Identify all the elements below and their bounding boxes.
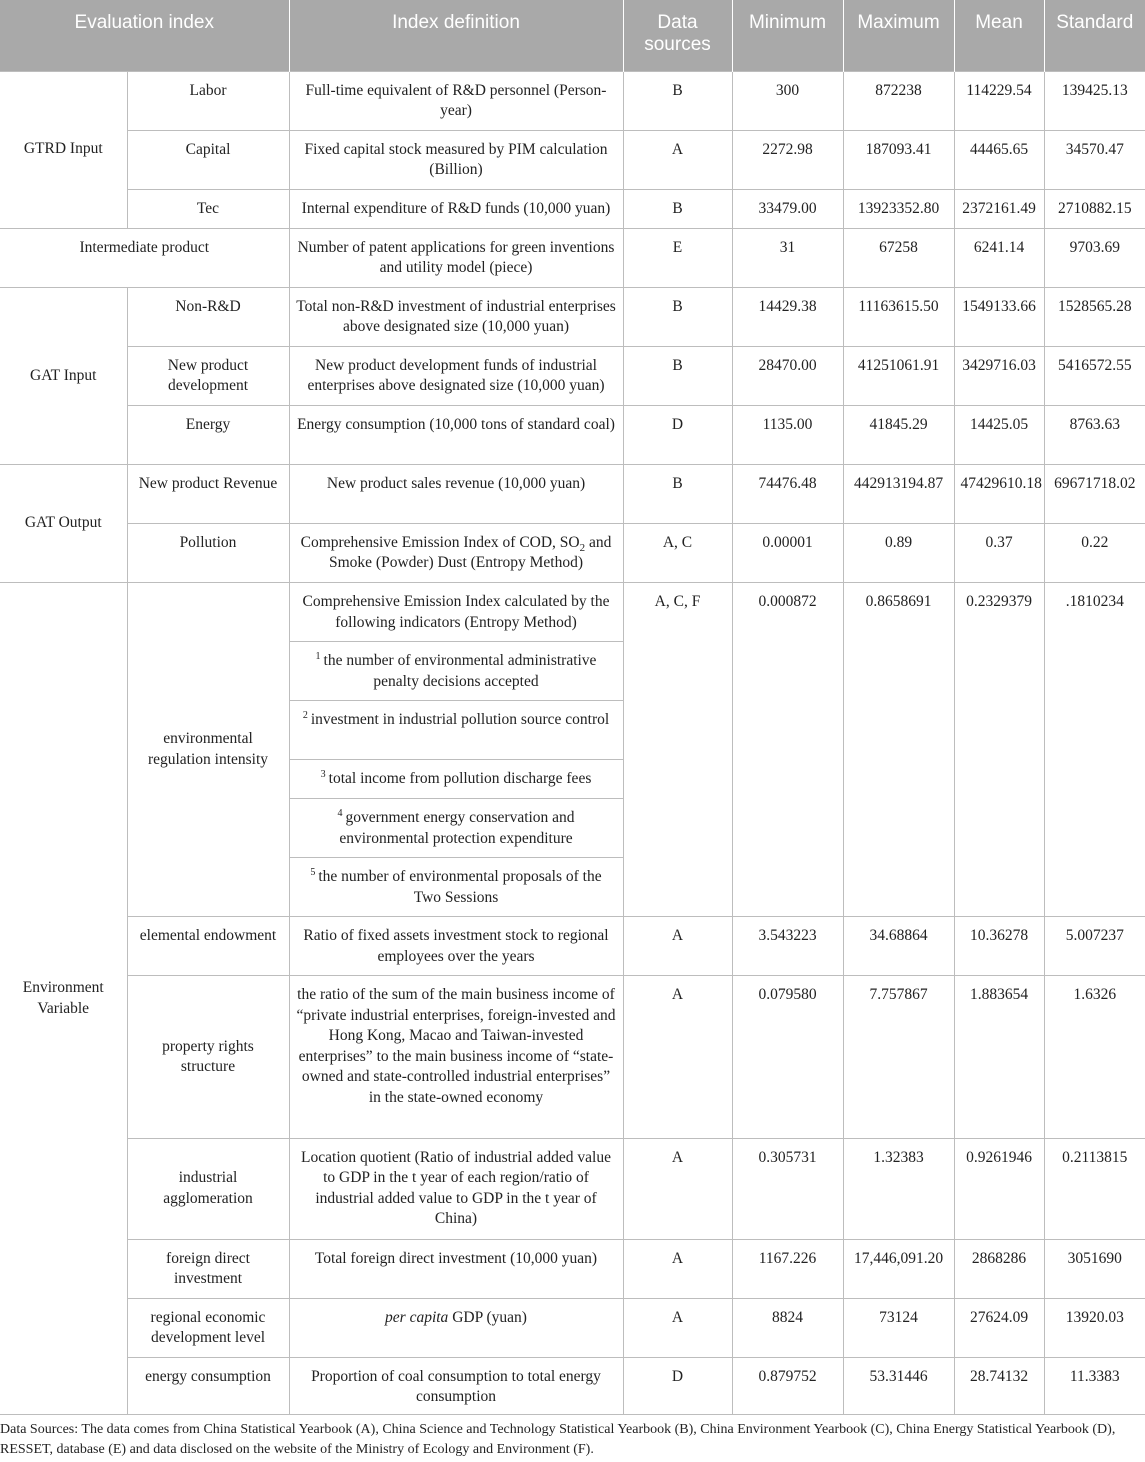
header-row <box>0 0 1145 71</box>
index-name: energy consumption <box>127 1357 289 1414</box>
standard-value: 1528565.28 <box>1044 287 1145 346</box>
index-definition: Total foreign direct investment (10,000 yuan) <box>289 1239 623 1298</box>
mean-value: 6241.14 <box>954 228 1044 287</box>
data-source: E <box>623 228 732 287</box>
minimum-value: 14429.38 <box>732 287 843 346</box>
header-index-definition: Index definition <box>289 0 623 71</box>
index-name: property rights structure <box>127 976 289 1138</box>
table-row <box>0 464 1145 523</box>
minimum-value: 0.00001 <box>732 523 843 582</box>
minimum-value: 0.879752 <box>732 1357 843 1414</box>
standard-value: 34570.47 <box>1044 130 1145 189</box>
indicator-text: government energy conservation and environmental protection expenditure <box>339 809 575 847</box>
index-name: regional economic development level <box>127 1298 289 1357</box>
table-row <box>0 976 1145 1138</box>
maximum-value: 67258 <box>843 228 954 287</box>
minimum-value: 28470.00 <box>732 346 843 405</box>
footnote-number: 1 <box>315 650 321 662</box>
indicator-item <box>289 701 623 760</box>
minimum-value: 8824 <box>732 1298 843 1357</box>
index-name: environmental regulation intensity <box>127 583 289 917</box>
index-definition <box>289 1298 623 1357</box>
group-gat-input: GAT Input <box>0 287 127 464</box>
standard-value: 0.2113815 <box>1044 1138 1145 1239</box>
group-gtrd-input: GTRD Input <box>0 71 127 228</box>
footnote-number: 3 <box>320 769 326 781</box>
data-source: A <box>623 917 732 976</box>
standard-value: 69671718.02 <box>1044 464 1145 523</box>
standard-value: 11.3383 <box>1044 1357 1145 1414</box>
table-row <box>0 71 1145 130</box>
mean-value: 3429716.03 <box>954 346 1044 405</box>
header-standard: Standard <box>1044 0 1145 71</box>
definition-text: Comprehensive Emission Index of COD, SO <box>300 533 580 551</box>
header-maximum: Maximum <box>843 0 954 71</box>
mean-value: 1.883654 <box>954 976 1044 1138</box>
maximum-value: 13923352.80 <box>843 189 954 228</box>
maximum-value: 11163615.50 <box>843 287 954 346</box>
definition-italic: per capita <box>385 1308 449 1326</box>
mean-value: 2868286 <box>954 1239 1044 1298</box>
standard-value: 2710882.15 <box>1044 189 1145 228</box>
maximum-value: 872238 <box>843 71 954 130</box>
index-definition: Comprehensive Emission Index calculated by the following indicators (Entropy Method) <box>289 583 623 642</box>
index-name: foreign direct investment <box>127 1239 289 1298</box>
table-row <box>0 1298 1145 1357</box>
table-footnote: Data Sources: The data comes from China Statistical Yearbook (A), China Science and Technology Statistical Yearbook (B), China Environment Yearbook (C), China Energy Statistical Yearbook (D), RESSET, database (E) and data disclosed on the website of the Ministry of Ecology and Environment (F). <box>0 1422 1116 1457</box>
data-source: B <box>623 287 732 346</box>
index-name: Capital <box>127 130 289 189</box>
maximum-value: 442913194.87 <box>843 464 954 523</box>
data-source: B <box>623 71 732 130</box>
maximum-value: 0.8658691 <box>843 583 954 917</box>
index-definition: the ratio of the sum of the main business income of “private industrial enterprises, foreign-invested and Hong Kong, Macao and Taiwan-invested enterprises” to the main business income of “state-owned and state-controlled industrial enterprises” in the state-owned economy <box>289 976 623 1138</box>
data-source: B <box>623 346 732 405</box>
table-row <box>0 1239 1145 1298</box>
footnote-number: 2 <box>302 710 308 721</box>
mean-value: 27624.09 <box>954 1298 1044 1357</box>
header-evaluation-index: Evaluation index <box>0 0 289 71</box>
header-minimum: Minimum <box>732 0 843 71</box>
index-definition: Proportion of coal consumption to total energy consumption <box>289 1357 623 1414</box>
mean-value: 44465.65 <box>954 130 1044 189</box>
mean-value: 114229.54 <box>954 71 1044 130</box>
definition-text: and Smoke (Powder) Dust (Entropy Method) <box>329 533 612 572</box>
index-definition: Ratio of fixed assets investment stock to regional employees over the years <box>289 917 623 976</box>
data-source: A, C, F <box>623 583 732 917</box>
maximum-value: 73124 <box>843 1298 954 1357</box>
index-name: Pollution <box>127 523 289 582</box>
mean-value: 0.9261946 <box>954 1138 1044 1239</box>
table-row <box>0 405 1145 464</box>
data-source: A, C <box>623 523 732 582</box>
index-definition: Fixed capital stock measured by PIM calculation (Billion) <box>289 130 623 189</box>
data-source: A <box>623 1298 732 1357</box>
index-definition: Full-time equivalent of R&D personnel (Person-year) <box>289 71 623 130</box>
maximum-value: 17,446,091.20 <box>843 1239 954 1298</box>
table-row <box>0 583 1145 642</box>
indicator-item <box>289 858 623 917</box>
maximum-value: 41251061.91 <box>843 346 954 405</box>
index-name: Non-R&D <box>127 287 289 346</box>
standard-value: 0.22 <box>1044 523 1145 582</box>
minimum-value: 2272.98 <box>732 130 843 189</box>
table-row <box>0 523 1145 582</box>
header-mean: Mean <box>954 0 1044 71</box>
table-row <box>0 228 1145 287</box>
table-row <box>0 917 1145 976</box>
header-data-sources: Data sources <box>623 0 732 71</box>
indicator-item <box>289 799 623 858</box>
index-name: Labor <box>127 71 289 130</box>
index-definition <box>289 523 623 582</box>
index-definition: Total non-R&D investment of industrial enterprises above designated size (10,000 yuan) <box>289 287 623 346</box>
standard-value: 5416572.55 <box>1044 346 1145 405</box>
data-source: A <box>623 1138 732 1239</box>
mean-value: 28.74132 <box>954 1357 1044 1414</box>
index-definition: Number of patent applications for green inventions and utility model (piece) <box>289 228 623 287</box>
maximum-value: 53.31446 <box>843 1357 954 1414</box>
mean-value: 0.37 <box>954 523 1044 582</box>
table-row <box>0 287 1145 346</box>
minimum-value: 74476.48 <box>732 464 843 523</box>
minimum-value: 0.079580 <box>732 976 843 1138</box>
index-definition: Energy consumption (10,000 tons of standard coal) <box>289 405 623 464</box>
standard-value: 13920.03 <box>1044 1298 1145 1357</box>
standard-value: 9703.69 <box>1044 228 1145 287</box>
indicator-text: the number of environmental administrative penalty decisions accepted <box>323 652 597 690</box>
group-intermediate-product: Intermediate product <box>0 228 289 287</box>
standard-value: .1810234 <box>1044 583 1145 917</box>
standard-value: 3051690 <box>1044 1239 1145 1298</box>
minimum-value: 3.543223 <box>732 917 843 976</box>
table-row <box>0 346 1145 405</box>
table-row <box>0 130 1145 189</box>
mean-value: 0.2329379 <box>954 583 1044 917</box>
standard-value: 139425.13 <box>1044 71 1145 130</box>
maximum-value: 187093.41 <box>843 130 954 189</box>
minimum-value: 1135.00 <box>732 405 843 464</box>
mean-value: 10.36278 <box>954 917 1044 976</box>
minimum-value: 0.000872 <box>732 583 843 917</box>
standard-value: 1.6326 <box>1044 976 1145 1138</box>
mean-value: 14425.05 <box>954 405 1044 464</box>
mean-value: 47429610.18 <box>954 464 1044 523</box>
mean-value: 2372161.49 <box>954 189 1044 228</box>
minimum-value: 33479.00 <box>732 189 843 228</box>
maximum-value: 1.32383 <box>843 1138 954 1239</box>
indicator-text: investment in industrial pollution source control <box>310 711 610 729</box>
footnote-number: 4 <box>337 808 343 820</box>
minimum-value: 0.305731 <box>732 1138 843 1239</box>
data-source: D <box>623 1357 732 1414</box>
index-definition: New product development funds of industrial enterprises above designated size (10,000 yuan) <box>289 346 623 405</box>
data-source: A <box>623 1239 732 1298</box>
indicator-item <box>289 642 623 701</box>
subscript: 2 <box>579 542 586 555</box>
minimum-value: 300 <box>732 71 843 130</box>
minimum-value: 1167.226 <box>732 1239 843 1298</box>
index-definition: Internal expenditure of R&D funds (10,000 yuan) <box>289 189 623 228</box>
group-environment-variable: Environment Variable <box>0 583 127 1415</box>
maximum-value: 34.68864 <box>843 917 954 976</box>
index-name: Tec <box>127 189 289 228</box>
data-source: B <box>623 464 732 523</box>
index-name: New product development <box>127 346 289 405</box>
definition-text: GDP (yuan) <box>448 1308 527 1326</box>
table-row <box>0 1357 1145 1414</box>
maximum-value: 7.757867 <box>843 976 954 1138</box>
index-definition: New product sales revenue (10,000 yuan) <box>289 464 623 523</box>
mean-value: 1549133.66 <box>954 287 1044 346</box>
standard-value: 5.007237 <box>1044 917 1145 976</box>
index-name: industrial agglomeration <box>127 1138 289 1239</box>
index-name: Energy <box>127 405 289 464</box>
table-row <box>0 1138 1145 1239</box>
footnote-number: 5 <box>310 867 316 879</box>
data-source: B <box>623 189 732 228</box>
standard-value: 8763.63 <box>1044 405 1145 464</box>
table-row <box>0 189 1145 228</box>
maximum-value: 0.89 <box>843 523 954 582</box>
group-gat-output: GAT Output <box>0 464 127 582</box>
data-source: A <box>623 130 732 189</box>
maximum-value: 41845.29 <box>843 405 954 464</box>
indicator-text: the number of environmental proposals of the Two Sessions <box>318 868 602 906</box>
indicator-item <box>289 760 623 799</box>
index-name: elemental endowment <box>127 917 289 976</box>
indicator-text: total income from pollution discharge fees <box>328 770 592 788</box>
index-name: New product Revenue <box>127 464 289 523</box>
data-source: A <box>623 976 732 1138</box>
data-source: D <box>623 405 732 464</box>
index-definition: Location quotient (Ratio of industrial added value to GDP in the t year of each region/ratio of industrial added value to GDP in the t year of China) <box>289 1138 623 1239</box>
minimum-value: 31 <box>732 228 843 287</box>
